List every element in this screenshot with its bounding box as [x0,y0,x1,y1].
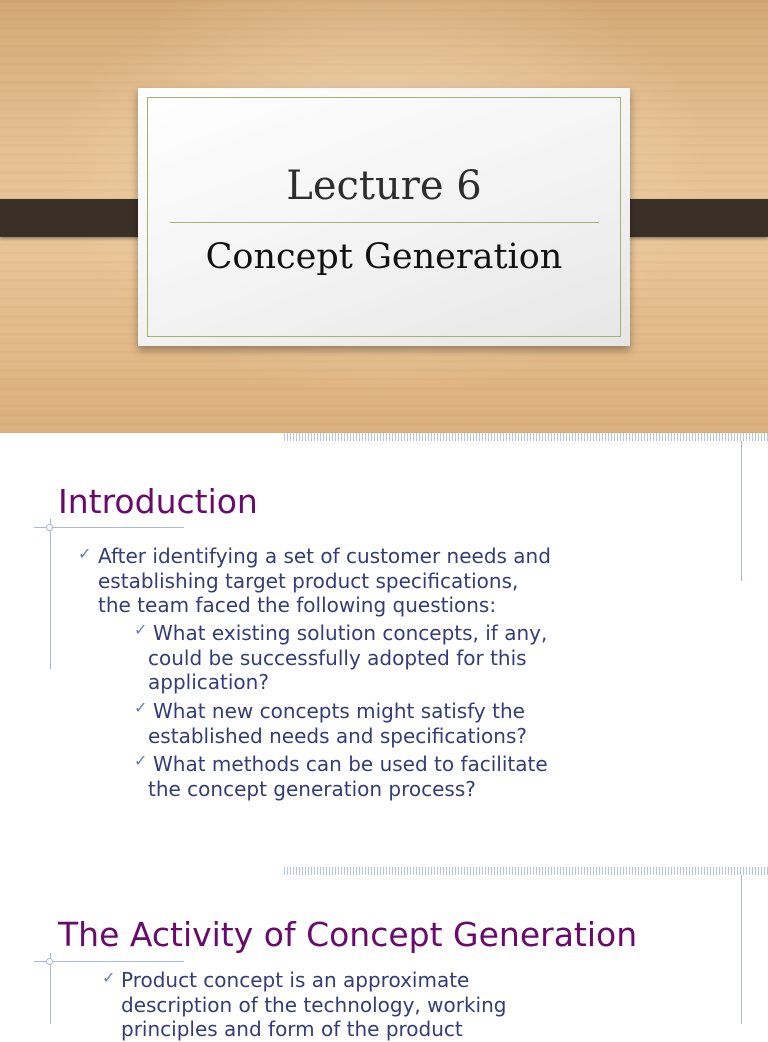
title-divider [170,222,599,223]
check-mark-icon: ✓ [134,620,148,639]
bullet-line: the team faced the following questions: [98,593,497,617]
check-mark-icon: ✓ [134,698,148,717]
bullet-level-2 [148,752,708,801]
bullet-line: established needs and specifications? [148,723,527,748]
title-slide [0,0,768,433]
bullet-line: What methods can be used to facilitate [153,752,548,776]
heading-underline [34,527,184,528]
bullet-line: could be successfully adopted for this [148,645,527,670]
bullet-line: What new concepts might satisfy the [153,699,525,723]
bullet-line: Product concept is an approximate [121,968,470,992]
dotted-band [284,867,768,875]
slide-heading: Introduction [58,482,258,521]
rule-circle [46,958,53,965]
heading-underline [34,961,184,962]
bullet-line: the concept generation process? [148,776,476,801]
bullet-level-1 [121,968,721,1042]
slide-title: Lecture 6 [286,163,482,209]
introduction-slide [0,433,768,865]
check-mark-icon: ✓ [134,751,148,770]
left-rule [50,519,51,669]
check-mark-icon: ✓ [78,544,92,563]
slide-heading: The Activity of Concept Generation [58,915,638,954]
title-card [138,88,630,346]
right-rule [741,441,742,581]
bullet-level-2 [148,699,708,748]
rule-circle [46,524,53,531]
slide-subtitle: Concept Generation [205,237,563,277]
right-rule [741,875,742,1024]
bullet-level-1 [98,544,718,618]
bullet-line: establishing target product specifications, [98,568,519,593]
concept-generation-slide [0,865,768,1041]
bullet-line: description of the technology, working [121,992,507,1017]
check-mark-icon: ✓ [102,968,116,987]
title-card-frame [147,97,621,337]
bullet-line: What existing solution concepts, if any, [153,621,548,645]
bullet-level-2 [148,621,708,695]
dotted-band [284,433,768,441]
bullet-line: principles and form of the product [121,1017,463,1041]
bullet-line: After identifying a set of customer needs and [98,544,551,568]
bullet-line: application? [148,670,269,694]
